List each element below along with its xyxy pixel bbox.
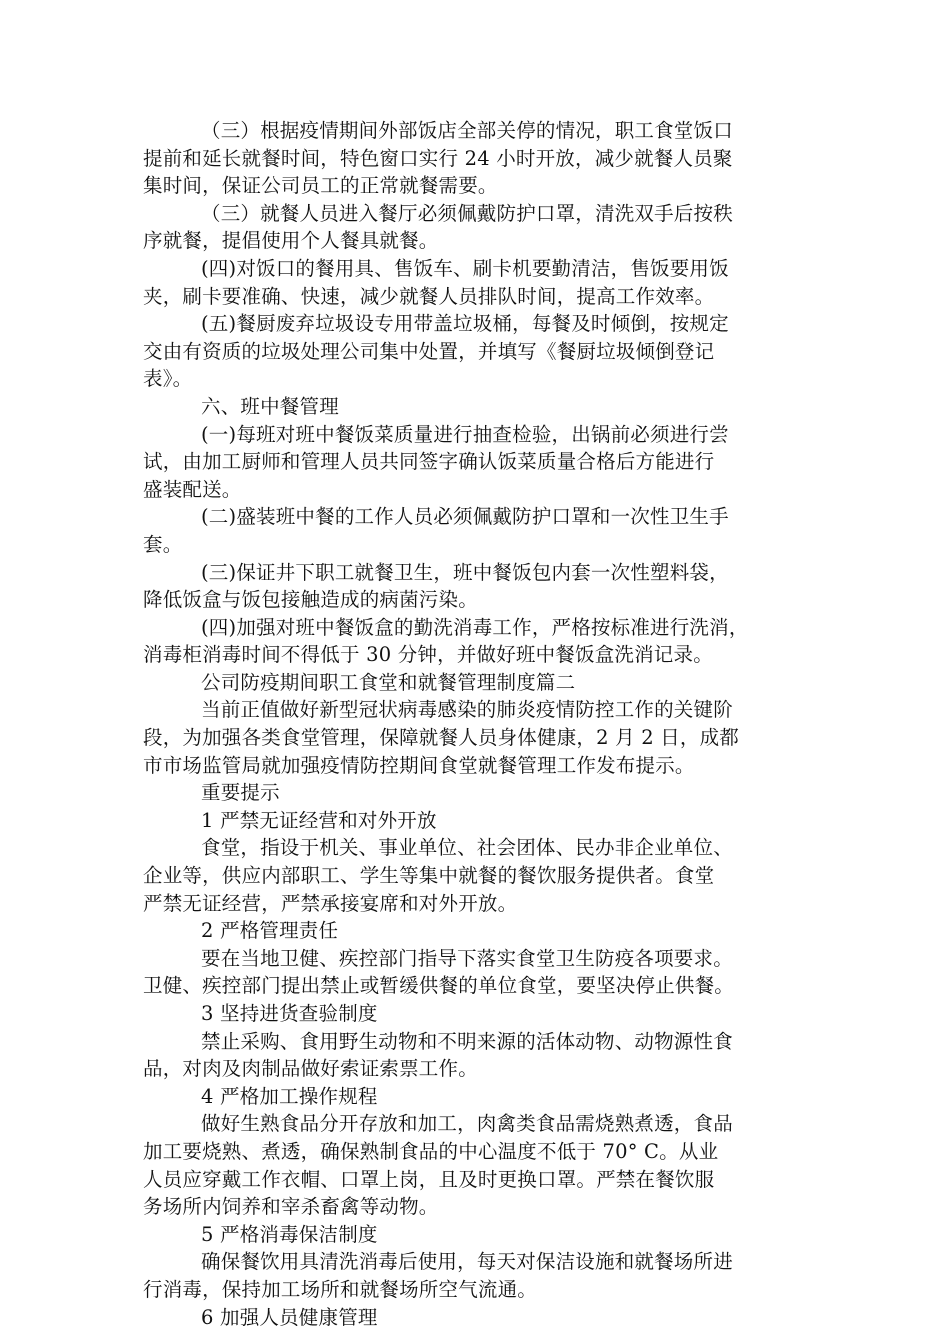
text-line: 表》。 (143, 367, 193, 391)
text-line: (二)盛装班中餐的工作人员必须佩戴防护口罩和一次性卫生手 (201, 505, 729, 529)
text-line: 品，对肉及肉制品做好索证索票工作。 (143, 1057, 478, 1081)
text-line: (三)保证井下职工就餐卫生，班中餐饭包内套一次性塑料袋， (201, 560, 729, 584)
text-line: 市市场监管局就加强疫情防控期间食堂就餐管理工作发布提示。 (143, 753, 695, 777)
text-line: (四)加强对班中餐饭盒的勤洗消毒工作，严格按标准进行洗消， (201, 615, 749, 639)
text-line: （三）就餐人员进入餐厅必须佩戴防护口罩，清洗双手后按秩 (201, 201, 733, 225)
text-line: 禁止采购、食用野生动物和不明来源的活体动物、动物源性食 (201, 1029, 733, 1053)
text-line: 段，为加强各类食堂管理，保障就餐人员身体健康，2 月 2 日，成都 (143, 726, 740, 750)
text-line: 企业等，供应内部职工、学生等集中就餐的餐饮服务提供者。食堂 (143, 864, 715, 888)
text-line: 要在当地卫健、疾控部门指导下落实食堂卫生防疫各项要求。 (201, 946, 733, 970)
text-line: 提前和延长就餐时间，特色窗口实行 24 小时开放，减少就餐人员聚 (143, 146, 733, 170)
text-line: 5 严格消毒保洁制度 (201, 1222, 378, 1246)
text-line: 夹，刷卡要准确、快速，减少就餐人员排队时间，提高工作效率。 (143, 284, 715, 308)
text-line: 严禁无证经营，严禁承接宴席和对外开放。 (143, 891, 518, 915)
text-line: 六、班中餐管理 (201, 394, 339, 418)
text-line: 卫健、疾控部门提出禁止或暂缓供餐的单位食堂，要坚决停止供餐。 (143, 974, 735, 998)
text-line: 确保餐饮用具清洗消毒后使用，每天对保洁设施和就餐场所进 (201, 1250, 733, 1274)
text-line: (四)对饭口的餐用具、售饭车、刷卡机要勤清洁，售饭要用饭 (201, 256, 729, 280)
text-line: 交由有资质的垃圾处理公司集中处置，并填写《餐厨垃圾倾倒登记 (143, 339, 715, 363)
text-line: （三）根据疫情期间外部饭店全部关停的情况，职工食堂饭口 (201, 119, 733, 142)
text-line: 试，由加工厨师和管理人员共同签字确认饭菜质量合格后方能进行 (143, 450, 715, 474)
text-line: 6 加强人员健康管理 (201, 1305, 378, 1329)
text-line: 食堂，指设于机关、事业单位、社会团体、民办非企业单位、 (201, 836, 733, 860)
text-line: 盛装配送。 (143, 477, 242, 501)
text-line: 公司防疫期间职工食堂和就餐管理制度篇二 (201, 670, 576, 694)
text-line: (一)每班对班中餐饭菜质量进行抽查检验，出锅前必须进行尝 (201, 422, 729, 446)
text-line: 消毒柜消毒时间不得低于 30 分钟，并做好班中餐饭盒洗消记录。 (143, 643, 713, 667)
text-line: 套。 (143, 532, 183, 556)
document-body (143, 117, 813, 1331)
text-line: 2 严格管理责任 (201, 919, 339, 943)
text-line: 重要提示 (201, 781, 280, 805)
text-line: (五)餐厨废弃垃圾设专用带盖垃圾桶，每餐及时倾倒，按规定 (201, 312, 729, 336)
text-line: 3 坚持进货查验制度 (201, 1002, 378, 1025)
text-line: 当前正值做好新型冠状病毒感染的肺炎疫情防控工作的关键阶 (201, 698, 733, 722)
text-line: 集时间，保证公司员工的正常就餐需要。 (143, 174, 498, 198)
text-line: 1 严禁无证经营和对外开放 (201, 808, 437, 832)
text-line: 行消毒，保持加工场所和就餐场所空气流通。 (143, 1277, 538, 1301)
text-line: 降低饭盒与饭包接触造成的病菌污染。 (143, 588, 478, 612)
text-line: 4 严格加工操作规程 (201, 1084, 378, 1108)
text-line: 务场所内饲养和宰杀畜禽等动物。 (143, 1195, 439, 1219)
text-line: 人员应穿戴工作衣帽、口罩上岗，且及时更换口罩。严禁在餐饮服 (143, 1167, 715, 1191)
text-line: 做好生熟食品分开存放和加工，肉禽类食品需烧熟煮透，食品 (201, 1112, 733, 1136)
text-line: 序就餐，提倡使用个人餐具就餐。 (143, 229, 439, 253)
text-line: 加工要烧熟、煮透，确保熟制食品的中心温度不低于 70° C。从业 (143, 1139, 719, 1163)
